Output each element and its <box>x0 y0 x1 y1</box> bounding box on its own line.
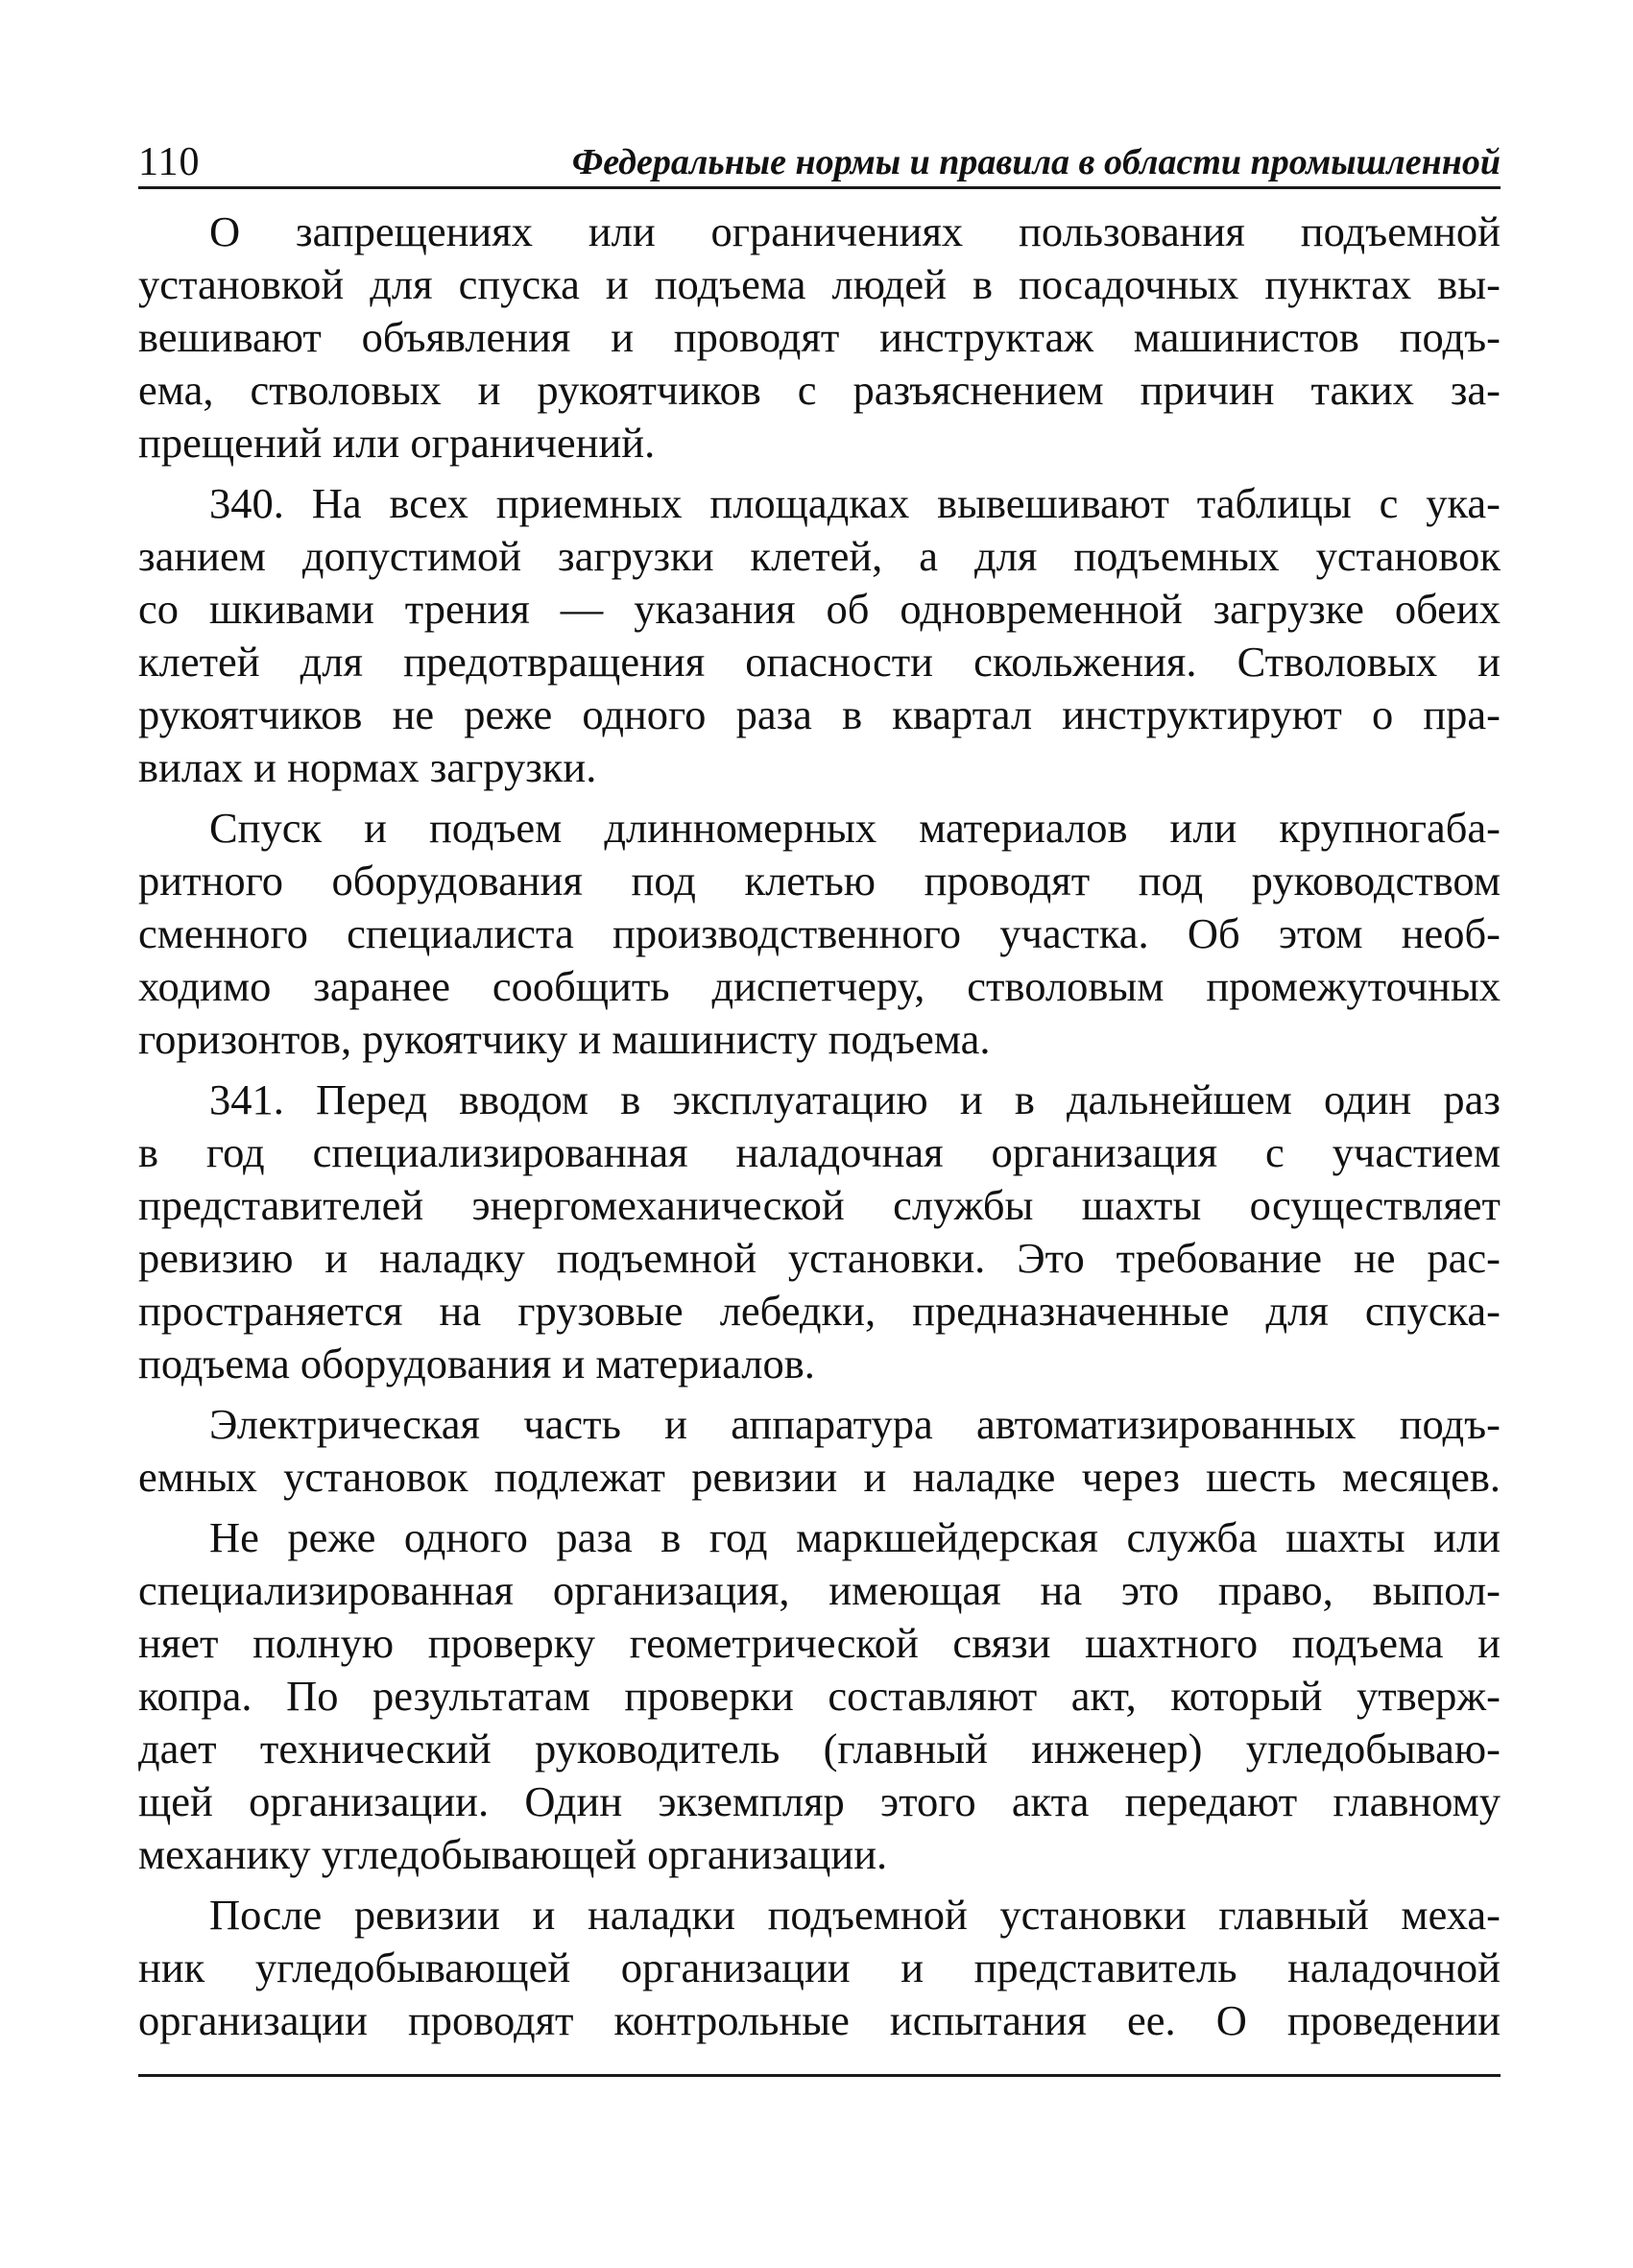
text-line: Электрическая часть и аппаратура автоматизированных подъ- <box>209 1400 1501 1448</box>
text-line: представителей энергомеханической службы шахты осуществляет <box>138 1181 1501 1229</box>
text-line: сменного специалиста производственного участка. Об этом необ- <box>138 909 1501 957</box>
text-line: Не реже одного раза в год маркшейдерская служба шахты или <box>209 1513 1501 1561</box>
text-line: ема, стволовых и рукоятчиков с разъяснением причин таких за- <box>138 366 1501 414</box>
text-line: щей организации. Один экземпляр этого акта передают главному <box>138 1777 1501 1825</box>
text-line: пространяется на грузовые лебедки, предназначенные для спуска- <box>138 1287 1501 1335</box>
text-line: дает технический руководитель (главный инженер) угледобываю- <box>138 1725 1501 1773</box>
text-line: ходимо заранее сообщить диспетчеру, стволовым промежуточных <box>138 962 1501 1010</box>
paragraph <box>138 477 1501 794</box>
text-line: ревизию и наладку подъемной установки. Это требование не рас- <box>138 1234 1501 1282</box>
text-line: копра. По результатам проверки составляют акт, который утверж- <box>138 1672 1501 1720</box>
text-line: О запрещениях или ограничениях пользования подъемной <box>209 207 1501 255</box>
text-line: клетей для предотвращения опасности скольжения. Стволовых и <box>138 638 1501 686</box>
text-line: ник угледобывающей организации и представитель наладочной <box>138 1943 1501 1991</box>
paragraph <box>138 1398 1501 1504</box>
text-line: рукоятчиков не реже одного раза в квартал инструктируют о пра- <box>138 690 1501 738</box>
body-text <box>138 205 1501 2055</box>
paragraph <box>138 1511 1501 1881</box>
text-line: в год специализированная наладочная организация с участием <box>138 1128 1501 1176</box>
paragraph <box>138 1074 1501 1390</box>
page-number: 110 <box>138 140 201 184</box>
running-title: Федеральные нормы и правила в области промышленной <box>571 142 1501 182</box>
text-line: няет полную проверку геометрической связи шахтного подъема и <box>138 1619 1501 1667</box>
text-line: занием допустимой загрузки клетей, а для подъемных установок <box>138 532 1501 580</box>
text-line: механику угледобывающей организации. <box>138 1830 888 1878</box>
text-line: емных установок подлежат ревизии и наладке через шесть месяцев. <box>138 1453 1501 1501</box>
text-line: После ревизии и наладки подъемной установки главный меха- <box>209 1891 1501 1939</box>
text-line: организации проводят контрольные испытания ее. О проведении <box>138 1996 1501 2044</box>
bottom-rule <box>138 2074 1501 2077</box>
text-line: вилах и нормах загрузки. <box>138 743 597 791</box>
text-line: 341. Перед вводом в эксплуатацию и в дальнейшем один раз <box>209 1075 1501 1123</box>
text-line: вешивают объявления и проводят инструктаж машинистов подъ- <box>138 313 1501 361</box>
text-line: со шкивами трения — указания об одновременной загрузке обеих <box>138 585 1501 633</box>
text-line: прещений или ограничений. <box>138 419 656 467</box>
paragraph <box>138 802 1501 1066</box>
text-line: Спуск и подъем длинномерных материалов или крупногаба- <box>209 804 1501 852</box>
paragraph <box>138 205 1501 470</box>
page-header <box>138 131 1501 189</box>
text-line: 340. На всех приемных площадках вывешивают таблицы с ука- <box>209 479 1501 527</box>
paragraph <box>138 1889 1501 2047</box>
text-line: ритного оборудования под клетью проводят под руководством <box>138 857 1501 905</box>
text-line: горизонтов, рукоятчику и машинисту подъема. <box>138 1015 991 1063</box>
text-line: установкой для спуска и подъема людей в посадочных пунктах вы- <box>138 260 1501 308</box>
text-line: специализированная организация, имеющая на это право, выпол- <box>138 1566 1501 1614</box>
text-line: подъема оборудования и материалов. <box>138 1339 815 1387</box>
